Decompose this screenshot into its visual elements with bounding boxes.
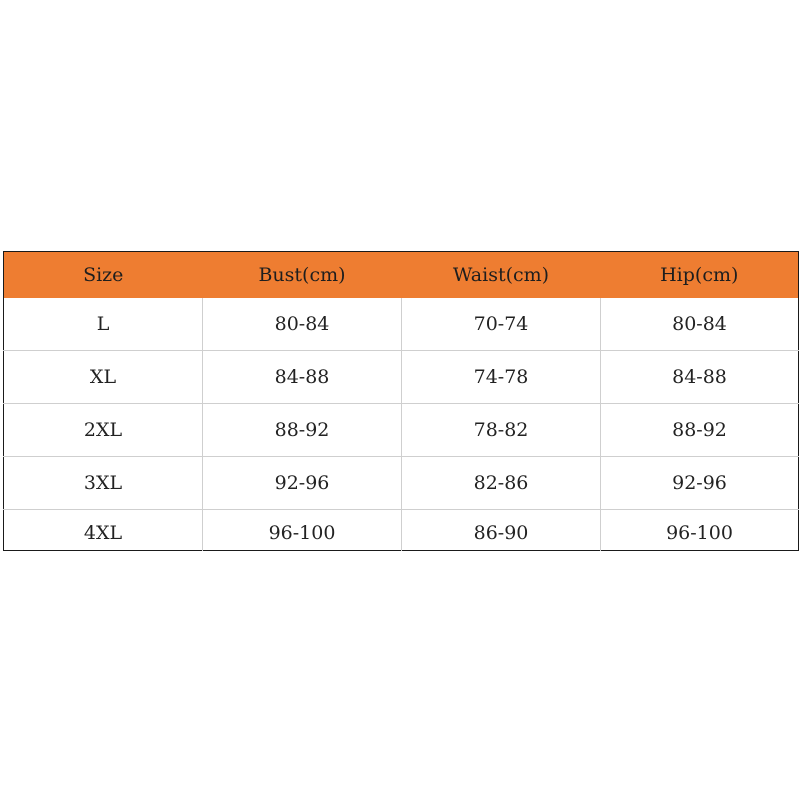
table-row — [4, 510, 799, 551]
cell-size: XL — [4, 351, 203, 404]
table-row — [4, 404, 799, 457]
cell-bust: 80-84 — [203, 298, 402, 351]
table-body — [4, 298, 799, 551]
cell-hip: 80-84 — [601, 298, 799, 351]
cell-bust: 92-96 — [203, 457, 402, 510]
table-row — [4, 457, 799, 510]
header-hip: Hip(cm) — [660, 263, 739, 286]
table-row — [4, 298, 799, 351]
cell-hip: 88-92 — [601, 404, 799, 457]
cell-hip: 84-88 — [601, 351, 799, 404]
cell-size: 3XL — [4, 457, 203, 510]
size-chart-table — [3, 251, 799, 551]
header-bust: Bust(cm) — [258, 263, 346, 286]
cell-bust: 96-100 — [203, 510, 402, 551]
cell-size: L — [4, 298, 203, 351]
cell-size: 4XL — [4, 510, 203, 551]
header-size: Size — [83, 263, 124, 286]
table-row — [4, 351, 799, 404]
cell-waist: 70-74 — [402, 298, 601, 351]
cell-hip: 96-100 — [666, 522, 733, 544]
cell-hip: 92-96 — [601, 457, 799, 510]
cell-size: 2XL — [4, 404, 203, 457]
header-waist: Waist(cm) — [452, 263, 550, 286]
cell-bust: 88-92 — [203, 404, 402, 457]
cell-bust: 84-88 — [203, 351, 402, 404]
table-header — [4, 252, 799, 298]
cell-waist: 78-82 — [402, 404, 601, 457]
cell-waist: 74-78 — [402, 351, 601, 404]
cell-waist: 86-90 — [402, 510, 601, 551]
cell-waist: 82-86 — [402, 457, 601, 510]
header-row — [4, 252, 799, 298]
